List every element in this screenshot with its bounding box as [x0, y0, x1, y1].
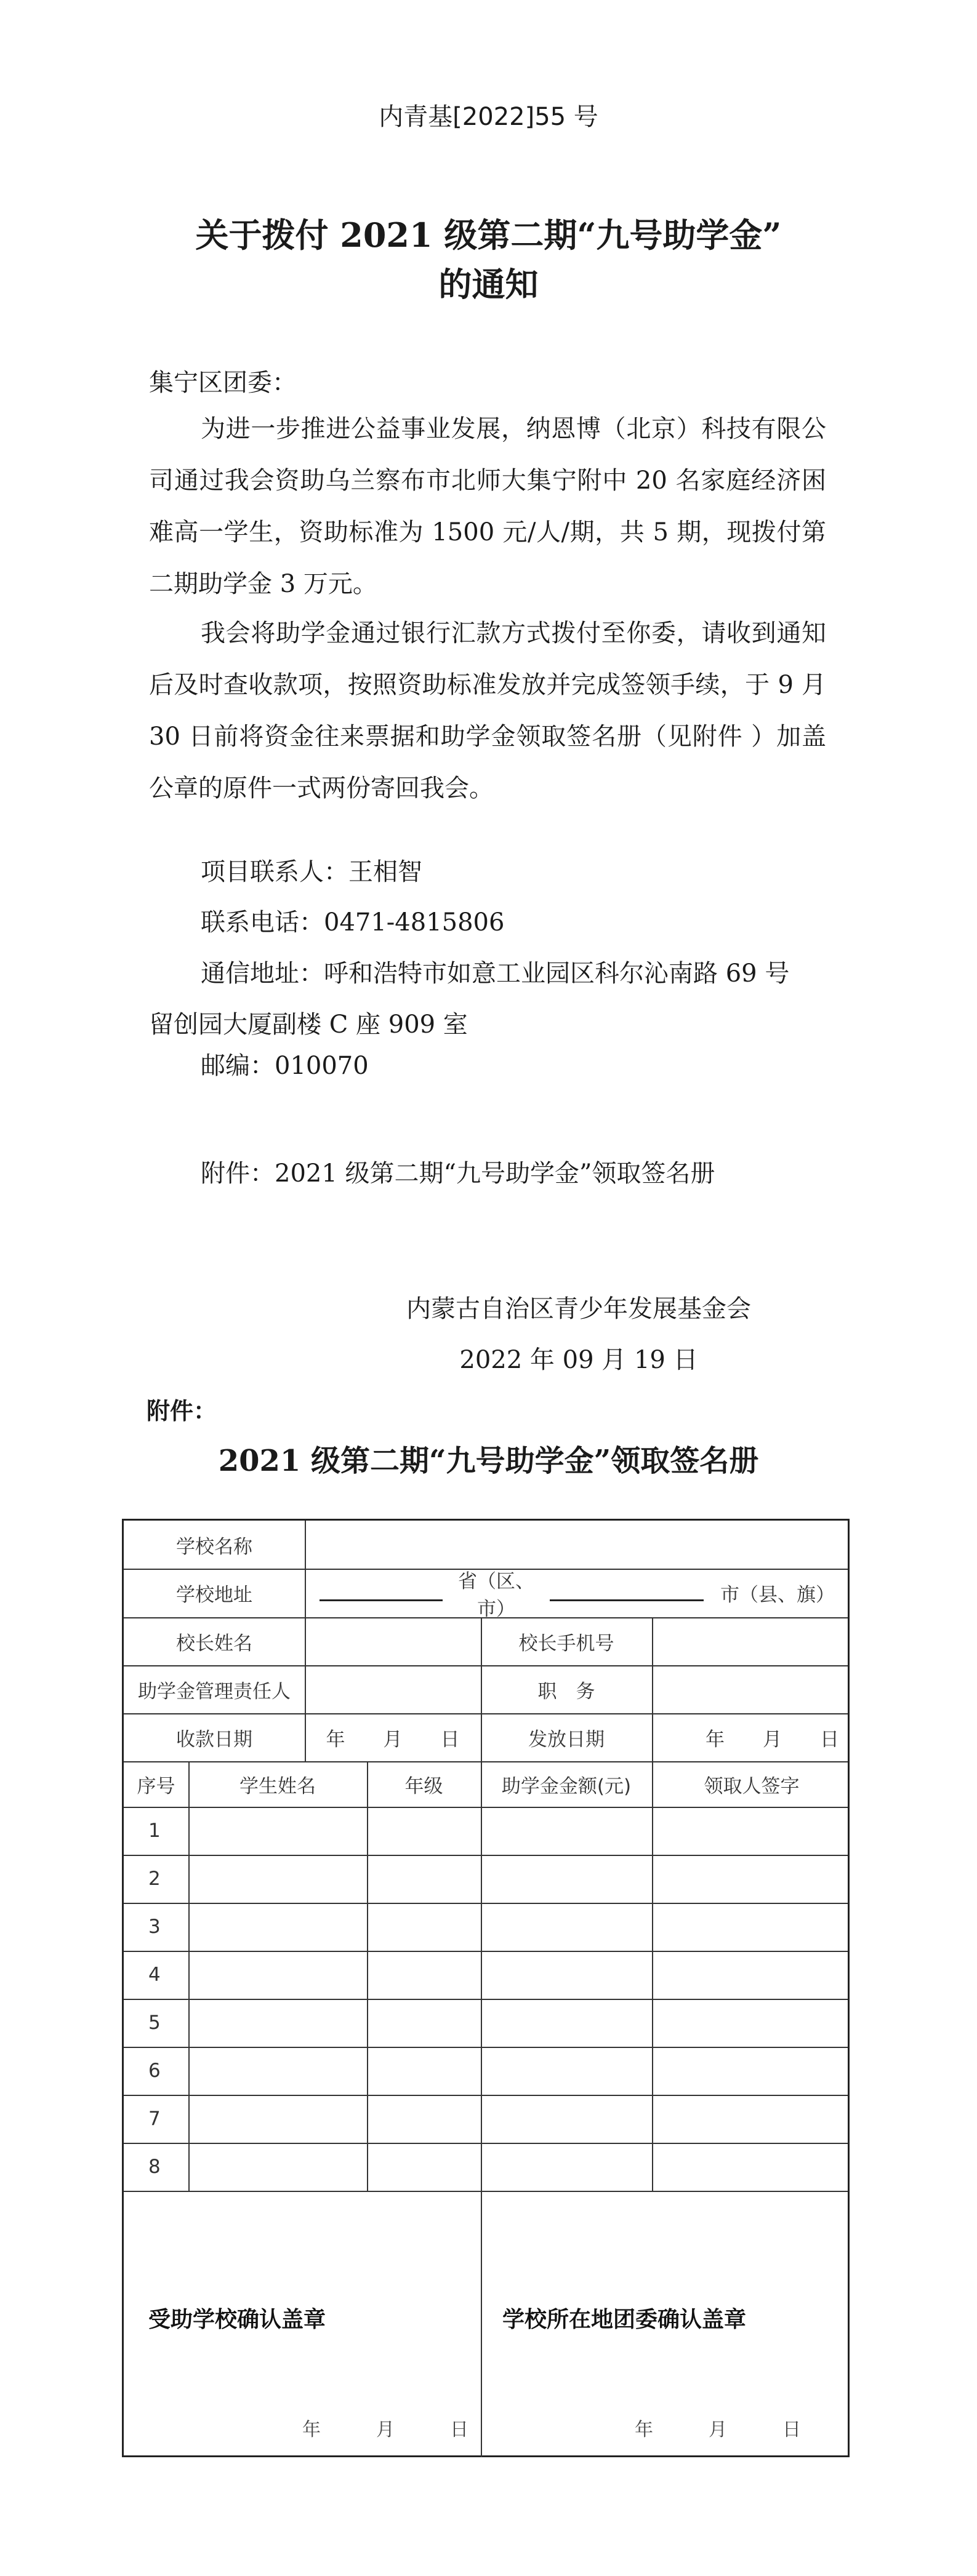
contact-postcode: 邮编：010070: [201, 1052, 369, 1080]
school-address-label: 学校地址: [176, 1584, 252, 1606]
row-divider: [124, 1951, 848, 1952]
city-blank[interactable]: [550, 1599, 704, 1601]
column-header-student-name: 学生姓名: [239, 1775, 316, 1798]
row-divider: [124, 1903, 848, 1904]
table-row-number: 3: [148, 1916, 161, 1938]
column-header-grade: 年级: [404, 1775, 443, 1798]
table-row-number: 5: [148, 2012, 161, 2034]
row-divider: [124, 2047, 848, 2048]
position-label: 职 务: [537, 1680, 595, 1703]
row-divider: [124, 1855, 848, 1856]
form-title: 2021 级第二期“九号助学金”领取签名册: [218, 1444, 759, 1478]
column-header-amount: 助学金金额(元): [501, 1775, 632, 1798]
table-row-number: 1: [148, 1820, 161, 1842]
title-line-2: 的通知: [438, 265, 539, 304]
issue-date-value[interactable]: 年 月 日: [706, 1728, 839, 1751]
issue-date: 2022 年 09 月 19 日: [459, 1346, 698, 1374]
seal-league-date: 年 月 日: [635, 2419, 801, 2441]
seal-league-label: 学校所在地团委确认盖章: [502, 2307, 747, 2332]
seal-school-label: 受助学校确认盖章: [148, 2307, 326, 2332]
table-row-number: 6: [148, 2060, 161, 2082]
table-row-number: 8: [148, 2156, 161, 2178]
signature-register-form: [122, 1519, 850, 2457]
school-name-label: 学校名称: [176, 1535, 252, 1558]
receive-date-value[interactable]: 年 月 日: [326, 1728, 460, 1751]
col-divider: [652, 1761, 653, 2191]
row-divider: [124, 2191, 848, 2192]
addressee: 集宁区团委：: [149, 369, 297, 397]
table-row-number: 2: [148, 1868, 161, 1890]
manager-label: 助学金管理责任人: [138, 1680, 291, 1703]
issuer-name: 内蒙古自治区青少年发展基金会: [406, 1295, 751, 1323]
document-number: 内青基[2022]55 号: [379, 103, 598, 131]
principal-phone-label: 校长手机号: [518, 1632, 614, 1655]
paragraph-instructions: 我会将助学金通过银行汇款方式拨付至你委，请收到通知后及时查收款项，按照资助标准发放并完成签领手续，于 9 月 30 日前将资金往来票据和助学金领取签名册（见附件 ）加盖公章的原件一式两份寄回我会。: [149, 619, 826, 802]
table-row-number: 7: [148, 2108, 161, 2130]
row-divider: [124, 2143, 848, 2144]
col-divider: [481, 2191, 482, 2457]
city-text: 市（县、旗）: [720, 1584, 835, 1606]
contact-phone: 联系电话：0471-4815806: [201, 908, 505, 937]
contact-address-line-2: 留创园大厦副楼 C 座 909 室: [149, 1010, 468, 1039]
attachment-reference: 附件：2021 级第二期“九号助学金”领取签名册: [201, 1159, 715, 1188]
column-header-no: 序号: [137, 1775, 175, 1798]
column-header-signature: 领取人签字: [704, 1775, 800, 1798]
col-divider: [481, 1761, 482, 2191]
contact-person: 项目联系人：王相智: [201, 858, 422, 886]
attachment-label: 附件：: [147, 1398, 217, 1425]
col-divider: [188, 1761, 190, 2191]
province-text: 省（区、市）: [458, 1570, 534, 1620]
contact-address-line-1: 通信地址：呼和浩特市如意工业园区科尔沁南路 69 号: [201, 959, 790, 988]
row-divider: [124, 2095, 848, 2096]
principal-name-label: 校长姓名: [176, 1632, 252, 1655]
col-divider: [367, 1761, 368, 2191]
issue-date-label: 发放日期: [528, 1728, 605, 1751]
row-divider: [124, 1999, 848, 2000]
seal-school-date: 年 月 日: [302, 2419, 468, 2441]
col-divider: [305, 1521, 306, 1617]
title-line-1: 关于拨付 2021 级第二期“九号助学金”: [195, 215, 782, 255]
table-row-number: 4: [148, 1964, 161, 1986]
province-blank[interactable]: [320, 1599, 443, 1601]
paragraph-funding: 为进一步推进公益事业发展，纳恩博（北京）科技有限公司通过我会资助乌兰察布市北师大集宁附中 20 名家庭经济困难高一学生，资助标准为 1500 元/人/期，共 5 期，现拨付第二期助学金 3 万元。: [149, 415, 826, 598]
receive-date-label: 收款日期: [176, 1728, 252, 1751]
row-divider: [124, 1807, 848, 1808]
